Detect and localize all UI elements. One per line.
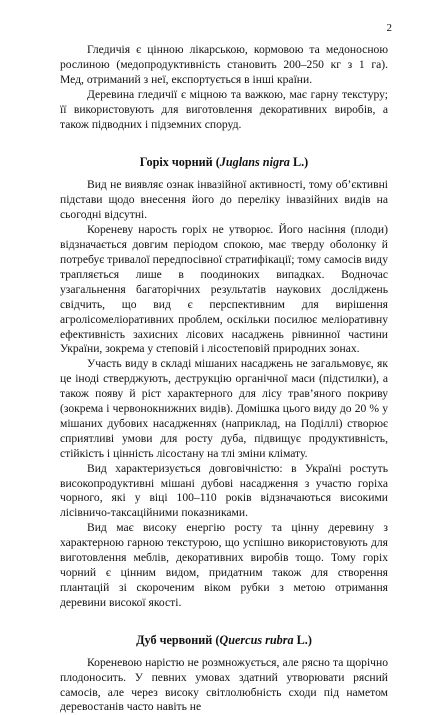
heading-text: Горіх чорний ( (139, 155, 220, 170)
heading-text: L.) (293, 632, 312, 647)
paragraph: Кореневою нарістю не розмножується, але рясно та щорічно плодоносить. У певних умовах здатний утворювати рясний самосів, але через високу світлолюбність сходи під наметом деревостанів часто навіть не (60, 655, 388, 714)
section-heading-quercus-rubra (60, 633, 388, 648)
heading-text: L.) (289, 155, 309, 170)
paragraph: Участь виду в складі мішаних насаджень не загальмовує, як це іноді стверджують, деструкцію органічної маси (підстилки), а також появу й ріст характерного для лісу трав’яного покриву (зокрема і червонокнижних видів). Домішка цього виду до 20 % у мішаних дубових насадженнях (наприклад, на Поділлі) створює сприятливі умови для росту дуба, підвищує продуктивність, стійкість і цінність лісостану на тлі зміни клімату. (60, 357, 388, 460)
paragraph: Вид характеризується довговічністю: в Україні ростуть високопродуктивні мішані дубові насадження з участю горіха чорного, які у віці 100–110 років відзначаються високими лісівничо-таксаційними показниками. (60, 461, 388, 520)
paragraph: Деревина гледичії є міцною та важкою, має гарну текстуру; її використовують для виготовлення декоративних виробів, а також підводних і підземних споруд. (60, 87, 388, 131)
paragraph: Гледичія є цінною лікарською, кормовою та медоносною рослиною (медопродуктивність становить 200–250 кг з 1 га). Мед, отриманий з неї, експортується в інші країни. (60, 43, 388, 86)
latin-name: Juglans nigra (219, 155, 290, 170)
paragraph: Вид не виявляє ознак інвазійної активності, тому об’єктивні підстави щодо внесення його до переліку інвазійних видів на сьогодні відсутні. (60, 178, 388, 222)
section-heading-juglans-nigra (60, 155, 388, 170)
paragraph: Кореневу нарость горіх не утворює. Його насіння (плоди) відзначається довгим періодом спокою, має тверду оболонку й потребує тривалої передпосівної стратифікації; тому самосів виду трапляється лише в поодиноких випадках. Водночас узагальнення багаторічних результатів наукових досліджень свідчить, що вид є перспективним для вирішення агролісомеліоративних проблем, оскільки посилює меліоративну ефективність захисних лісових насаджень рівнинної частини України, зокрема у степовій і лісостеповій природних зонах. (60, 223, 388, 356)
latin-name: Quercus rubra (219, 632, 294, 647)
page-number: 2 (386, 22, 392, 34)
paragraph: Вид має високу енергію росту та цінну деревину з характерною гарною текстурою, що успішно використовують для виготовлення меблів, декоративних виробів тощо. Тому горіх чорний є цінним видом, придатним також для створення плантацій зі скороченим віком рубки з метою отримання деревини високої якості. (60, 521, 388, 609)
heading-text: Дуб червоний ( (136, 632, 220, 647)
page-content (60, 43, 388, 715)
